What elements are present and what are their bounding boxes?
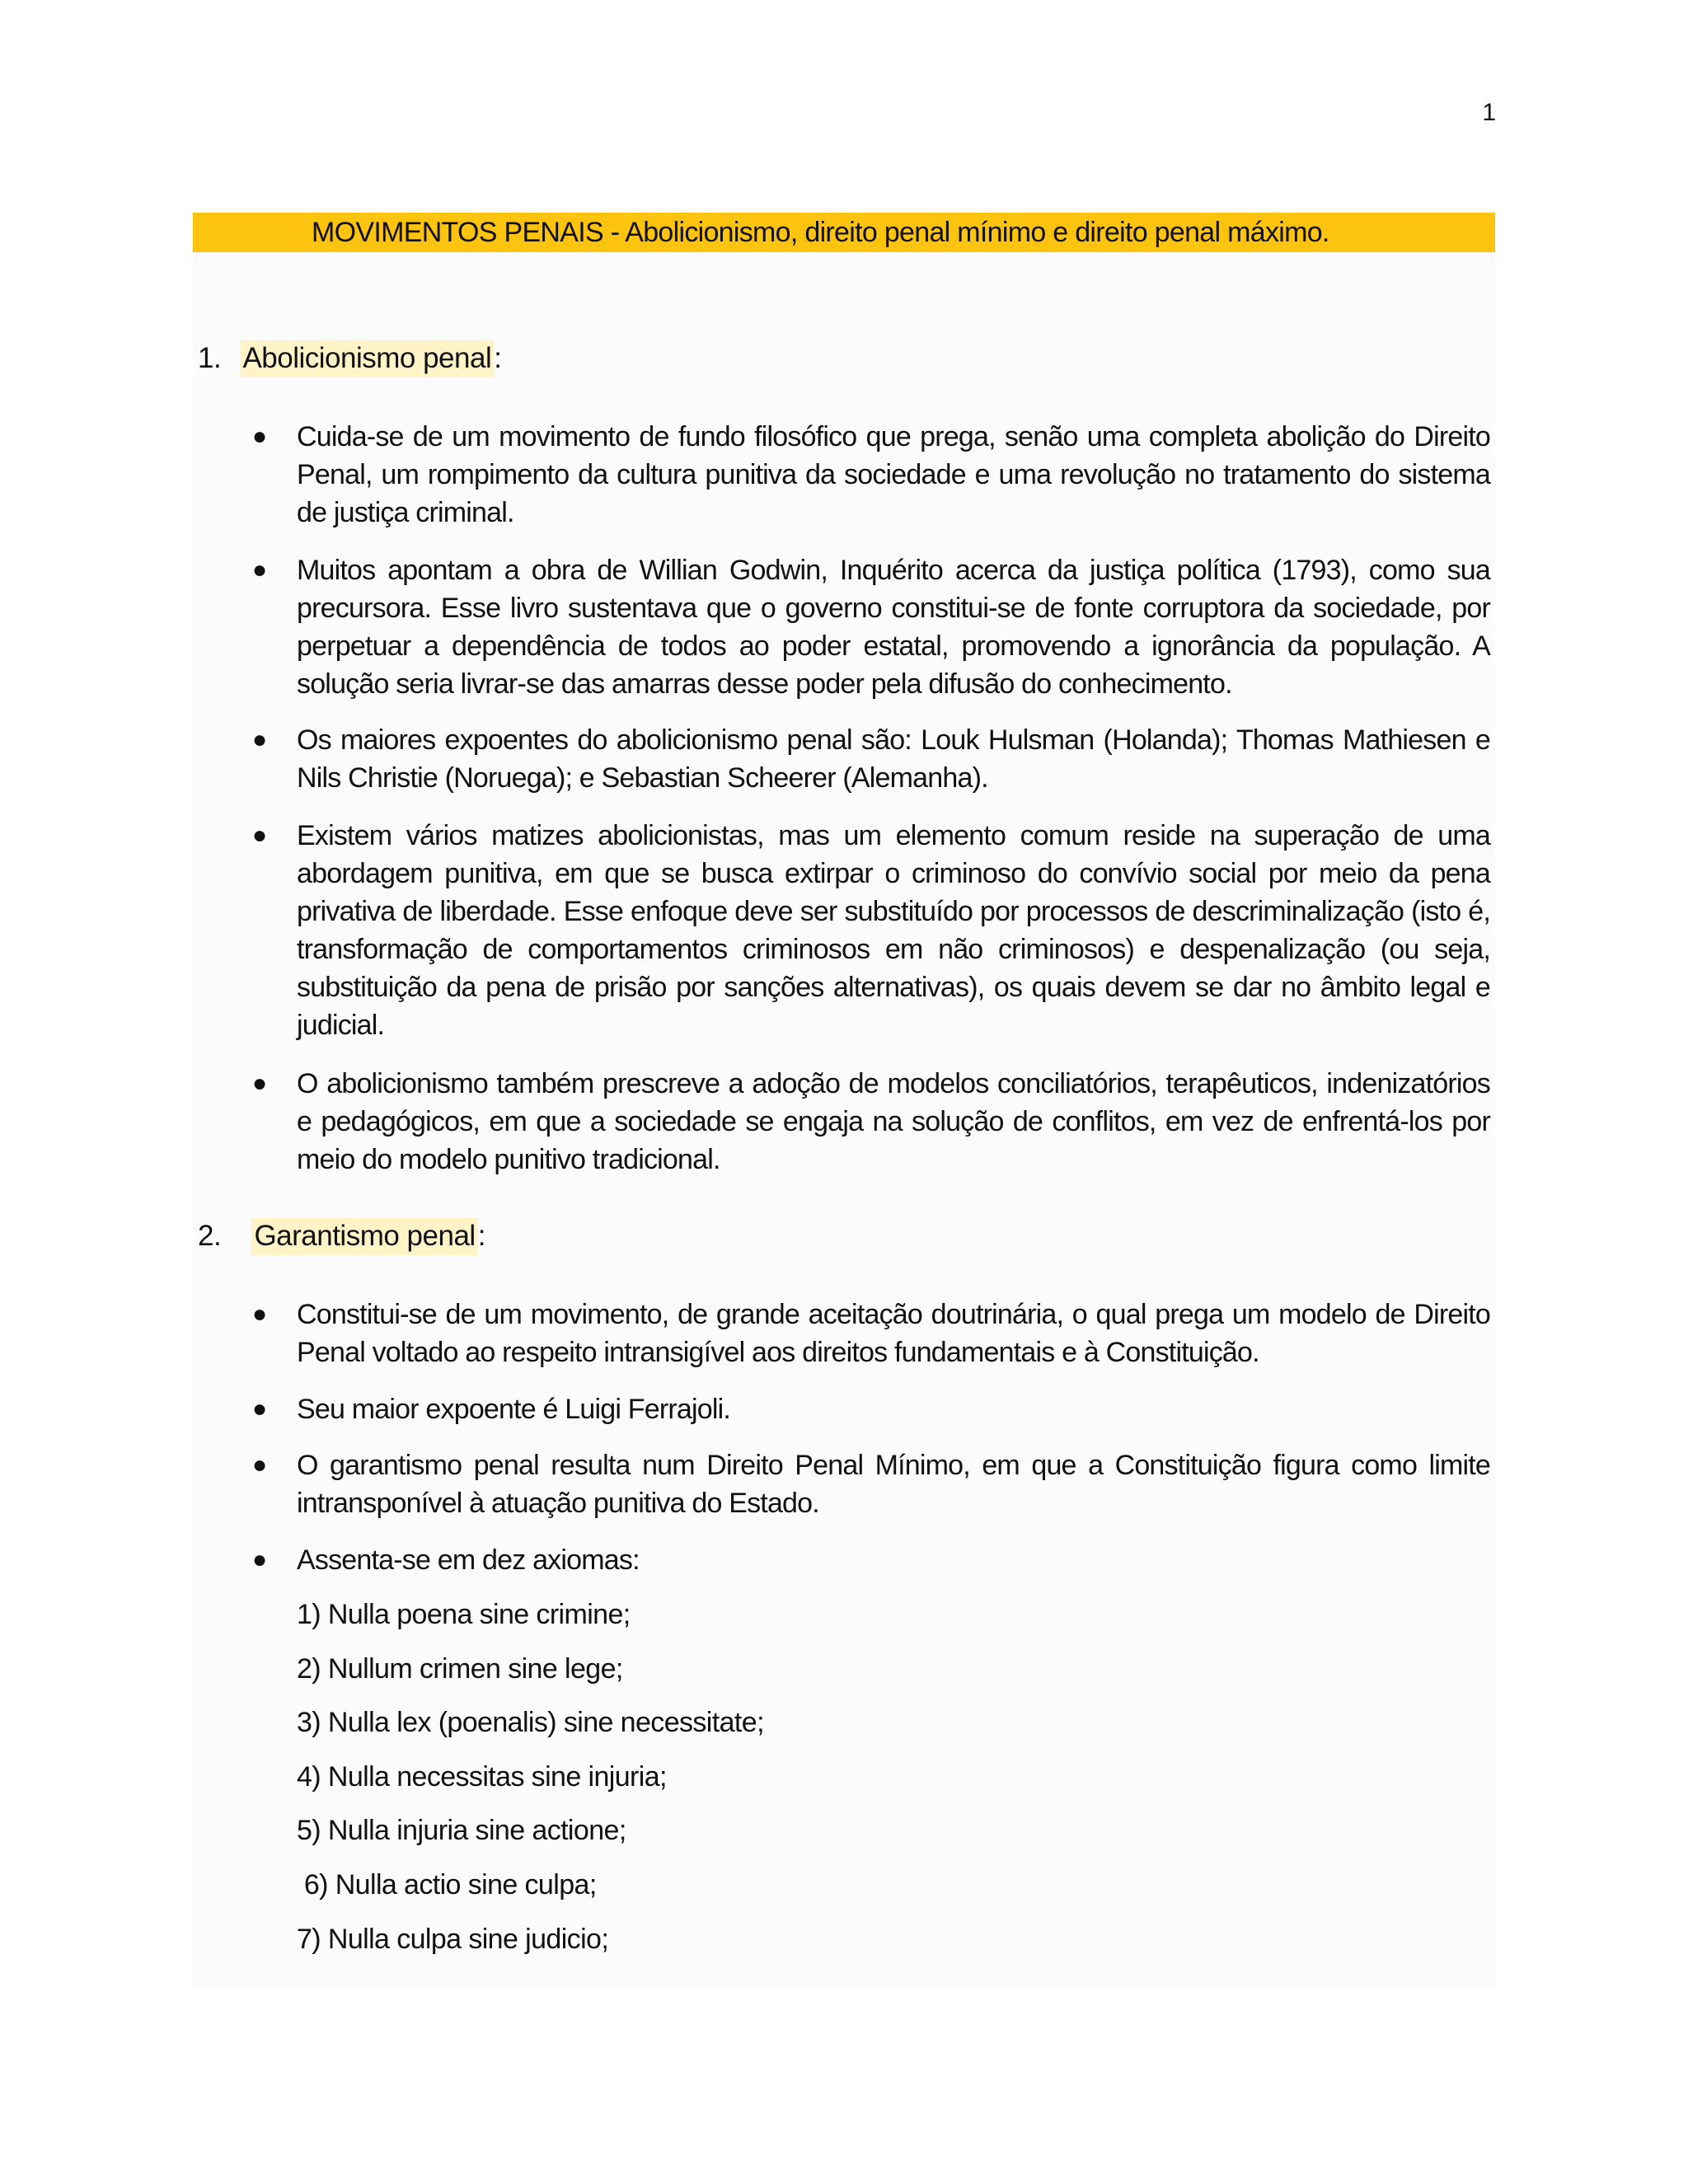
bullet-dot-icon: ● xyxy=(252,556,267,583)
section-2-bullet-4 xyxy=(252,1541,1490,1579)
section-1-heading xyxy=(198,342,501,375)
section-1-bullet-5 xyxy=(252,1065,1490,1179)
section-2-bullet-3 xyxy=(252,1446,1490,1522)
axiom-item: 7) Nulla culpa sine judicio; xyxy=(297,1924,609,1955)
bullet-text: O abolicionismo também prescreve a adoção de modelos conciliatórios, terapêuticos, indenizatórios e pedagógicos, em que a sociedade se engaja na solução de conflitos, em vez de enfrentá-los por meio do modelo punitivo tradicional. xyxy=(297,1068,1490,1175)
section-1-bullet-3 xyxy=(252,721,1490,797)
bullet-text: Constitui-se de um movimento, de grande aceitação doutrinária, o qual prega um modelo de Direito Penal voltado ao respeito intransigível aos direitos fundamentais e à Constituição. xyxy=(297,1299,1490,1368)
bullet-text: Os maiores expoentes do abolicionismo penal são: Louk Hulsman (Holanda); Thomas Mathiesen e Nils Christie (Noruega); e Sebastian Scheerer (Alemanha). xyxy=(297,724,1490,794)
document-title: MOVIMENTOS PENAIS - Abolicionismo, direito penal mínimo e direito penal máximo. xyxy=(312,217,1329,248)
bullet-text: Cuida-se de um movimento de fundo filosófico que prega, senão uma completa abolição do Direito Penal, um rompimento da cultura punitiva da sociedade e uma revolução no tratamento do sistema de justiça criminal. xyxy=(297,421,1490,528)
bullet-dot-icon: ● xyxy=(252,1070,267,1097)
section-1-bullet-2 xyxy=(252,551,1490,703)
section-1-bullet-1 xyxy=(252,418,1490,532)
axiom-item: 3) Nulla lex (poenalis) sine necessitate; xyxy=(297,1707,764,1738)
section-2-bullet-2 xyxy=(252,1390,1490,1428)
bullet-dot-icon: ● xyxy=(252,726,267,753)
bullet-dot-icon: ● xyxy=(252,423,267,450)
axiom-item: 2) Nullum crimen sine lege; xyxy=(297,1653,623,1685)
bullet-dot-icon: ● xyxy=(252,1301,267,1328)
axiom-item: 4) Nulla necessitas sine injuria; xyxy=(297,1761,667,1793)
bullet-dot-icon: ● xyxy=(252,1451,267,1479)
bullet-dot-icon: ● xyxy=(252,1546,267,1573)
bullet-text: Assenta-se em dez axiomas: xyxy=(297,1544,640,1576)
section-1-title: Abolicionismo penal xyxy=(240,340,494,377)
axiom-item: 5) Nulla injuria sine actione; xyxy=(297,1815,626,1846)
section-1-bullet-4 xyxy=(252,817,1490,1044)
section-2-title: Garantismo penal xyxy=(251,1218,477,1255)
bullet-text: O garantismo penal resulta num Direito Penal Mínimo, em que a Constituição figura como limite intransponível à atuação punitiva do Estado. xyxy=(297,1450,1490,1519)
section-2-bullet-1 xyxy=(252,1296,1490,1371)
section-1-number: 1. xyxy=(198,342,222,374)
bullet-text: Muitos apontam a obra de Willian Godwin, Inquérito acerca da justiça política (1793), como sua precursora. Esse livro sustentava que o governo constitui-se de fonte corruptora da sociedade, por perpetuar a dependência de todos ao poder estatal, promovendo a ignorância da população. A solução seria livrar-se das amarras desse poder pela difusão do conhecimento. xyxy=(297,555,1490,700)
axiom-item: 1) Nulla poena sine crimine; xyxy=(297,1599,631,1630)
bullet-dot-icon: ● xyxy=(252,822,267,849)
section-2-heading xyxy=(198,1220,485,1253)
bullet-text: Seu maior expoente é Luigi Ferrajoli. xyxy=(297,1394,731,1425)
page-number: 1 xyxy=(1482,99,1496,126)
axiom-item: 6) Nulla actio sine culpa; xyxy=(297,1869,597,1900)
section-2-number: 2. xyxy=(198,1220,222,1252)
bullet-dot-icon: ● xyxy=(252,1395,267,1422)
bullet-text: Existem vários matizes abolicionistas, mas um elemento comum reside na superação de uma abordagem punitiva, em que se busca extirpar o criminoso do convívio social por meio da pena privativa de liberdade. Esse enfoque deve ser substituído por processos de descriminalização (isto é, transformação de comportamentos criminosos em não criminosos) e despenalização (ou seja, substituição da pena de prisão por sanções alternativas), os quais devem se dar no âmbito legal e judicial. xyxy=(297,820,1490,1041)
section-1-colon: : xyxy=(494,342,502,374)
section-2-colon: : xyxy=(477,1220,485,1252)
